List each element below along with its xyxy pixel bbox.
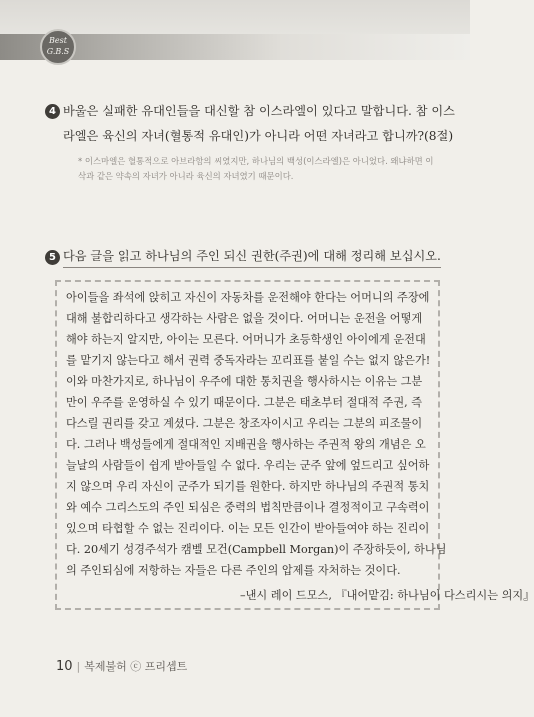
passage-line: 이와 마찬가지로, 하나님이 우주에 대한 통치권을 행사하시는 이유는 그분 (66, 375, 423, 388)
page-footer (56, 658, 187, 674)
question-5-number: 5 (45, 250, 60, 265)
passage-line: 의 주인되심에 저항하는 자들은 다른 주인의 압제를 자처하는 것이다. (66, 564, 401, 577)
passage-line: 해야 하는지 알지만, 아이는 모른다. 어머니가 초등학생인 아이에게 운전대 (66, 333, 426, 346)
footnote-line-1: * 이스마엘은 혈통적으로 아브라함의 씨였지만, 하나님의 백성(이스라엘)은 아니었다. 왜냐하면 이 (78, 156, 434, 166)
passage-line: 대해 불합리하다고 생각하는 사람은 없을 것이다. 어머니는 운전을 어떻게 (66, 312, 423, 325)
series-badge (40, 29, 76, 65)
question-5-text: 다음 글을 읽고 하나님의 주인 되신 권한(주권)에 대해 정리해 보십시오. (63, 245, 441, 268)
question-4-line-1: 바울은 실패한 유대인들을 대신할 참 이스라엘이 있다고 말합니다. 참 이스 (63, 104, 455, 118)
question-4-number: 4 (45, 104, 60, 119)
passage-line: 늘날의 사람들이 쉽게 받아들일 수 없다. 우리는 군주 앞에 엎드리고 싶어하 (66, 459, 430, 472)
passage-line: 아이들을 좌석에 앉히고 자신이 자동차를 운전해야 한다는 어머니의 주장에 (66, 291, 430, 304)
page-number: 10 (56, 659, 73, 674)
passage-line: 다. 20세기 성경주석가 캠벨 모건(Campbell Morgan)이 주장하듯이, 하나님 (66, 543, 447, 556)
badge-line-2: G.B.S (46, 47, 70, 56)
footer-title: 복제불허 ⓒ 프리셉트 (84, 660, 188, 673)
passage-line: 있으며 타협할 수 없는 진리이다. 이는 모든 인간이 받아들여야 하는 진리이 (66, 522, 430, 535)
passage-line: 와 예수 그리스도의 주인 되심은 중력의 법칙만큼이나 결정적이고 구속력이 (66, 501, 430, 514)
footer-separator: | (76, 660, 81, 673)
passage-line: 를 맡기지 않는다고 해서 권력 중독자라는 꼬리표를 붙일 수는 없지 않은가! (66, 354, 431, 367)
footnote-line-2: 삭과 같은 약속의 자녀가 아니라 육신의 자녀였기 때문이다. (78, 171, 294, 181)
passage-line: 다. 그러나 백성들에게 절대적인 지배권을 행사하는 주권적 왕의 개념은 오 (66, 438, 426, 451)
question-4-line-2: 라엘은 육신의 자녀(혈통적 유대인)가 아니라 어떤 자녀라고 합니까?(8절) (63, 129, 454, 143)
badge-line-1: Best (49, 36, 67, 45)
passage-source: –낸시 레이 드모스, 『내어맡김: 하나님이 다스리시는 의지』 (240, 589, 534, 602)
passage-line: 만이 우주를 운영하실 수 있기 때문이다. 그분은 태초부터 절대적 주권, 즉 (66, 396, 423, 409)
passage-line: 지 않으며 우리 자신이 군주가 되기를 원한다. 하지만 하나님의 주권적 통치 (66, 480, 430, 493)
passage-line: 다스릴 권리를 갖고 계셨다. 그분은 창조자이시고 우리는 그분의 피조물이 (66, 417, 423, 430)
